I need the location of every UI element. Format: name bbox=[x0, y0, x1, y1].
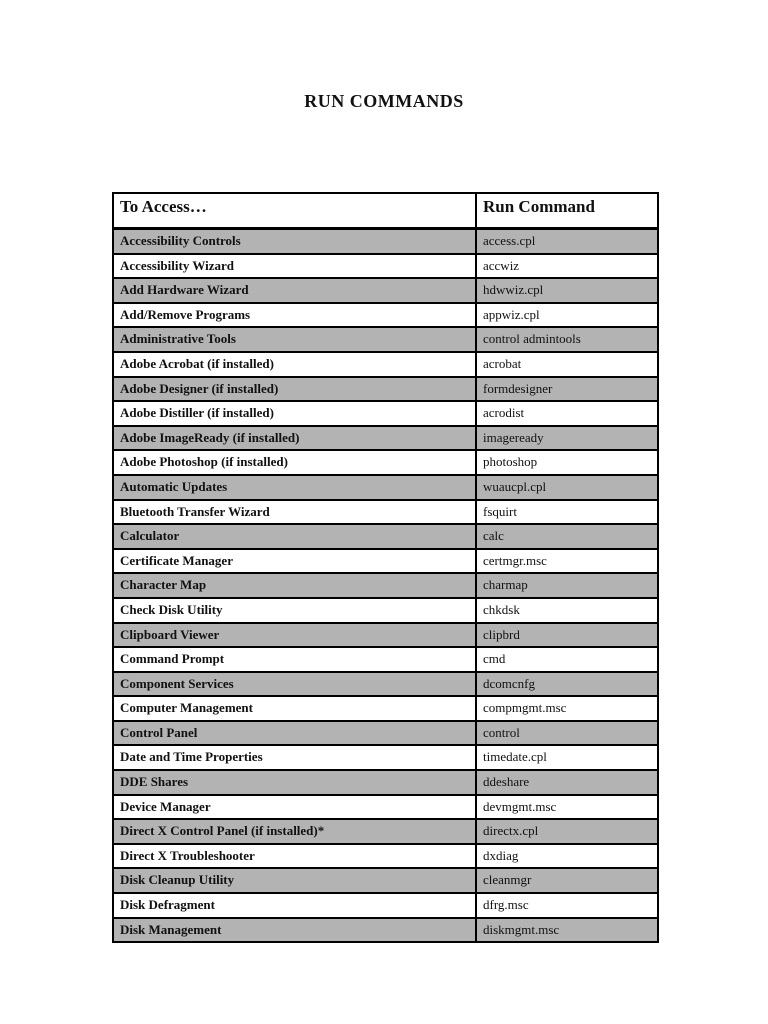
access-cell: Disk Defragment bbox=[113, 893, 476, 918]
access-cell: Certificate Manager bbox=[113, 549, 476, 574]
command-cell: cmd bbox=[476, 647, 658, 672]
access-cell: DDE Shares bbox=[113, 770, 476, 795]
command-cell: accwiz bbox=[476, 254, 658, 279]
access-cell: Calculator bbox=[113, 524, 476, 549]
access-cell: Administrative Tools bbox=[113, 327, 476, 352]
command-cell: dcomcnfg bbox=[476, 672, 658, 697]
command-cell: dfrg.msc bbox=[476, 893, 658, 918]
access-cell: Direct X Troubleshooter bbox=[113, 844, 476, 869]
access-cell: Adobe Acrobat (if installed) bbox=[113, 352, 476, 377]
access-cell: Accessibility Controls bbox=[113, 229, 476, 254]
access-cell: Clipboard Viewer bbox=[113, 623, 476, 648]
header-cell-to-access: To Access… bbox=[113, 193, 476, 229]
table-row bbox=[113, 229, 658, 254]
command-cell: acrodist bbox=[476, 401, 658, 426]
command-cell: cleanmgr bbox=[476, 868, 658, 893]
command-cell: hdwwiz.cpl bbox=[476, 278, 658, 303]
page-title: RUN COMMANDS bbox=[304, 91, 464, 111]
run-commands-table bbox=[112, 192, 659, 943]
table-row bbox=[113, 254, 658, 279]
access-cell: Command Prompt bbox=[113, 647, 476, 672]
access-cell: Accessibility Wizard bbox=[113, 254, 476, 279]
table-row bbox=[113, 327, 658, 352]
access-cell: Direct X Control Panel (if installed)* bbox=[113, 819, 476, 844]
table-row bbox=[113, 696, 658, 721]
command-cell: directx.cpl bbox=[476, 819, 658, 844]
table-row bbox=[113, 450, 658, 475]
access-cell: Add Hardware Wizard bbox=[113, 278, 476, 303]
command-cell: acrobat bbox=[476, 352, 658, 377]
command-cell: wuaucpl.cpl bbox=[476, 475, 658, 500]
command-cell: charmap bbox=[476, 573, 658, 598]
header-row bbox=[113, 193, 658, 229]
command-cell: chkdsk bbox=[476, 598, 658, 623]
table-row bbox=[113, 549, 658, 574]
table-body bbox=[113, 229, 658, 943]
command-cell: diskmgmt.msc bbox=[476, 918, 658, 943]
access-cell: Date and Time Properties bbox=[113, 745, 476, 770]
table-row bbox=[113, 598, 658, 623]
command-cell: clipbrd bbox=[476, 623, 658, 648]
command-cell: access.cpl bbox=[476, 229, 658, 254]
command-cell: compmgmt.msc bbox=[476, 696, 658, 721]
table-row bbox=[113, 623, 658, 648]
table-row bbox=[113, 844, 658, 869]
command-cell: devmgmt.msc bbox=[476, 795, 658, 820]
command-cell: photoshop bbox=[476, 450, 658, 475]
access-cell: Computer Management bbox=[113, 696, 476, 721]
access-cell: Disk Cleanup Utility bbox=[113, 868, 476, 893]
table-row bbox=[113, 377, 658, 402]
table-row bbox=[113, 819, 658, 844]
table-row bbox=[113, 303, 658, 328]
access-cell: Control Panel bbox=[113, 721, 476, 746]
access-cell: Adobe Photoshop (if installed) bbox=[113, 450, 476, 475]
table-row bbox=[113, 524, 658, 549]
command-cell: certmgr.msc bbox=[476, 549, 658, 574]
access-cell: Disk Management bbox=[113, 918, 476, 943]
access-cell: Add/Remove Programs bbox=[113, 303, 476, 328]
table-row bbox=[113, 770, 658, 795]
access-cell: Adobe ImageReady (if installed) bbox=[113, 426, 476, 451]
command-cell: control bbox=[476, 721, 658, 746]
access-cell: Adobe Distiller (if installed) bbox=[113, 401, 476, 426]
table-row bbox=[113, 745, 658, 770]
command-cell: imageready bbox=[476, 426, 658, 451]
table-row bbox=[113, 721, 658, 746]
table-row bbox=[113, 647, 658, 672]
command-cell: appwiz.cpl bbox=[476, 303, 658, 328]
access-cell: Character Map bbox=[113, 573, 476, 598]
access-cell: Device Manager bbox=[113, 795, 476, 820]
command-cell: control admintools bbox=[476, 327, 658, 352]
access-cell: Bluetooth Transfer Wizard bbox=[113, 500, 476, 525]
command-cell: fsquirt bbox=[476, 500, 658, 525]
access-cell: Component Services bbox=[113, 672, 476, 697]
table-row bbox=[113, 893, 658, 918]
table-row bbox=[113, 401, 658, 426]
command-cell: formdesigner bbox=[476, 377, 658, 402]
access-cell: Check Disk Utility bbox=[113, 598, 476, 623]
header-cell-run-command: Run Command bbox=[476, 193, 658, 229]
table-row bbox=[113, 352, 658, 377]
table-row bbox=[113, 500, 658, 525]
table-row bbox=[113, 918, 658, 943]
table-row bbox=[113, 475, 658, 500]
command-cell: timedate.cpl bbox=[476, 745, 658, 770]
table-row bbox=[113, 278, 658, 303]
command-cell: ddeshare bbox=[476, 770, 658, 795]
command-cell: calc bbox=[476, 524, 658, 549]
access-cell: Automatic Updates bbox=[113, 475, 476, 500]
table-row bbox=[113, 426, 658, 451]
table-row bbox=[113, 795, 658, 820]
table-row bbox=[113, 672, 658, 697]
access-cell: Adobe Designer (if installed) bbox=[113, 377, 476, 402]
table-row bbox=[113, 573, 658, 598]
table-row bbox=[113, 868, 658, 893]
command-cell: dxdiag bbox=[476, 844, 658, 869]
